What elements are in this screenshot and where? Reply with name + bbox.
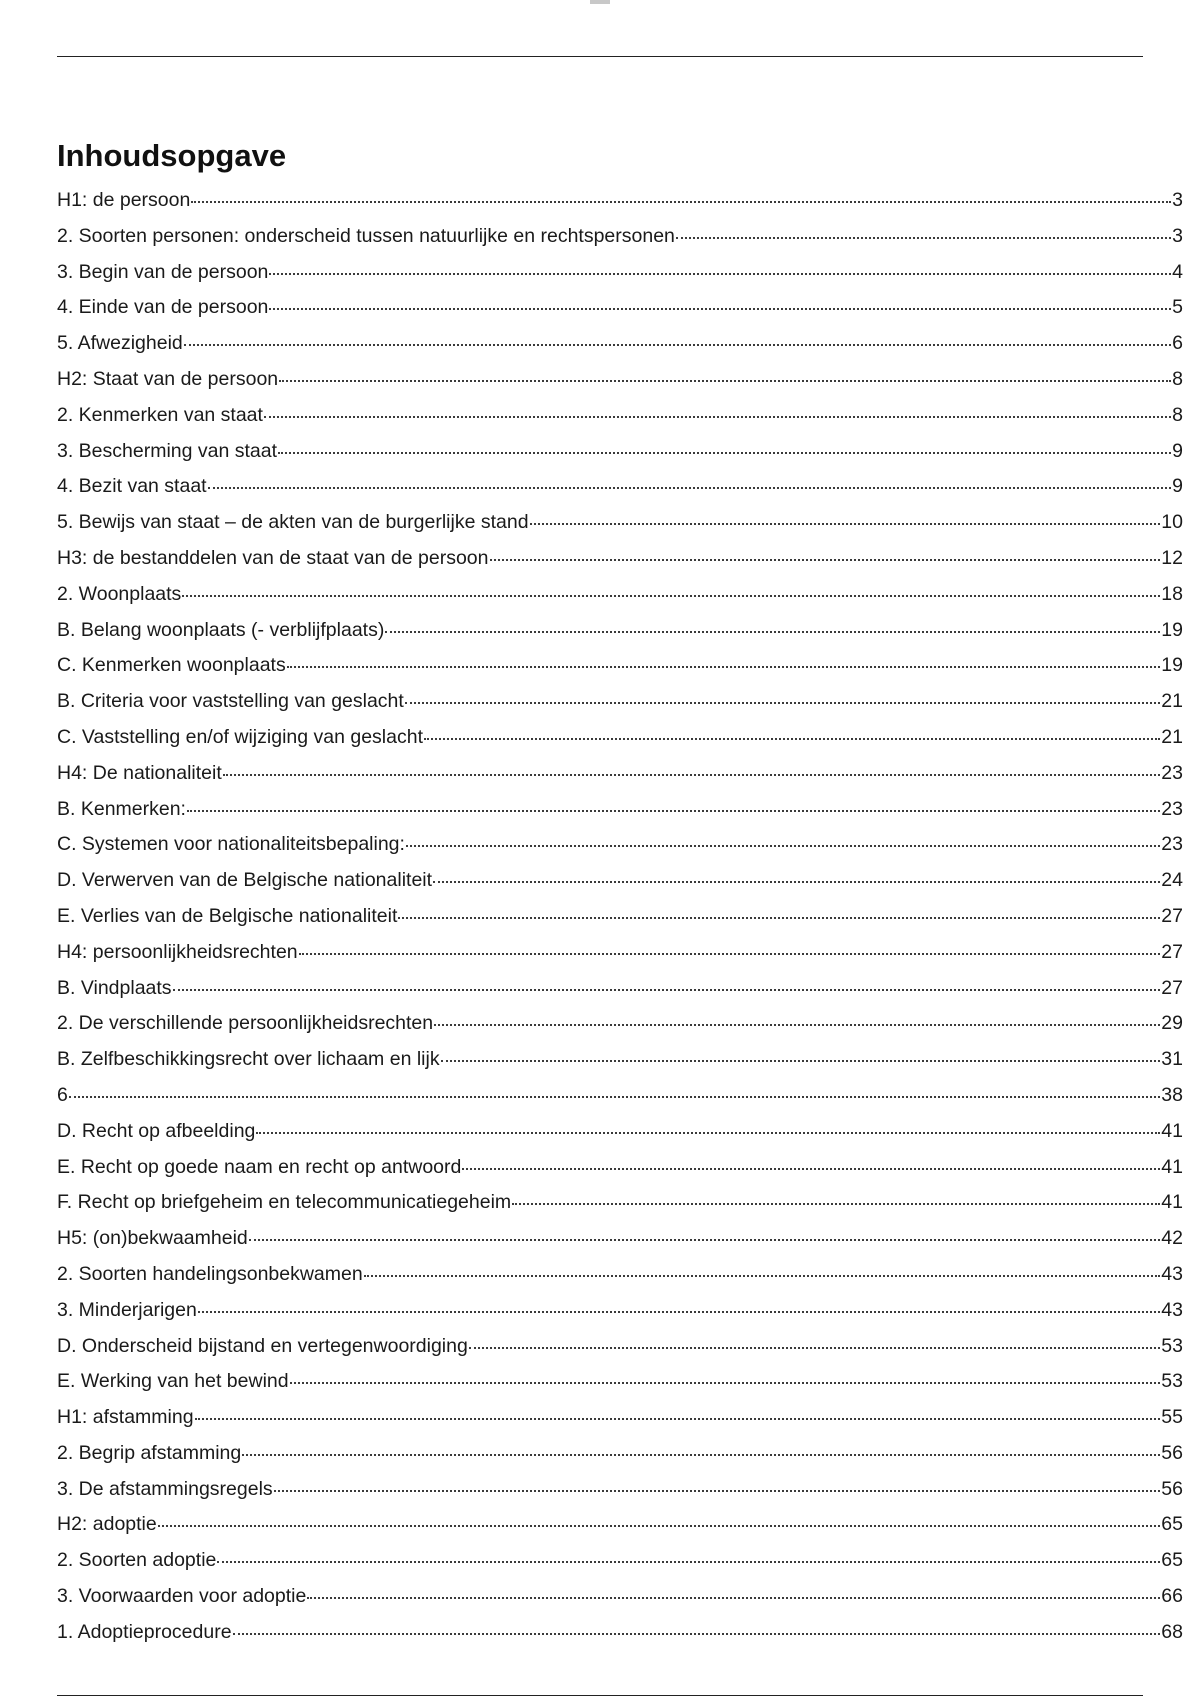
toc-dot-leader bbox=[223, 774, 1161, 776]
toc-entry-page-number: 65 bbox=[1161, 1513, 1183, 1536]
toc-entry-label: 4. Bezit van staat bbox=[57, 475, 207, 498]
toc-dot-leader bbox=[264, 416, 1171, 418]
toc-entry-label: D. Verwerven van de Belgische nationaliteit bbox=[57, 869, 433, 892]
toc-entry[interactable] bbox=[57, 509, 1183, 545]
toc-entry-label: 3. Minderjarigen bbox=[57, 1298, 197, 1321]
toc-entry-label: 6 bbox=[57, 1083, 68, 1106]
header-rule bbox=[57, 56, 1143, 57]
toc-dot-leader bbox=[69, 1096, 1160, 1098]
toc-entry-page-number: 41 bbox=[1161, 1155, 1183, 1178]
toc-entry-page-number: 19 bbox=[1161, 618, 1183, 641]
toc-dot-leader bbox=[173, 989, 1161, 991]
toc-entry[interactable] bbox=[57, 1440, 1183, 1476]
toc-entry[interactable] bbox=[57, 1225, 1183, 1261]
toc-entry[interactable] bbox=[57, 1118, 1183, 1154]
toc-entry[interactable] bbox=[57, 1583, 1183, 1619]
toc-dot-leader bbox=[490, 559, 1161, 561]
toc-entry-page-number: 21 bbox=[1161, 690, 1183, 713]
toc-dot-leader bbox=[287, 666, 1161, 668]
toc-dot-leader bbox=[462, 1168, 1160, 1170]
toc-dot-leader bbox=[195, 1418, 1161, 1420]
toc-entry-page-number: 19 bbox=[1161, 654, 1183, 677]
toc-dot-leader bbox=[269, 308, 1171, 310]
toc-dot-leader bbox=[385, 631, 1160, 633]
toc-entry[interactable] bbox=[57, 1082, 1183, 1118]
toc-entry-label: 2. Woonplaats bbox=[57, 582, 182, 605]
toc-dot-leader bbox=[187, 810, 1160, 812]
toc-entry[interactable] bbox=[57, 187, 1183, 223]
toc-entry-page-number: 10 bbox=[1161, 511, 1183, 534]
toc-entry-label: D. Onderscheid bijstand en vertegenwoordiging bbox=[57, 1334, 468, 1357]
toc-entry-label: E. Verlies van de Belgische nationaliteit bbox=[57, 904, 398, 927]
toc-entry-page-number: 4 bbox=[1172, 260, 1183, 283]
toc-dot-leader bbox=[676, 237, 1171, 239]
toc-entry-label: 5. Afwezigheid bbox=[57, 332, 183, 355]
toc-entry-label: 2. Soorten personen: onderscheid tussen natuurlijke en rechtspersonen bbox=[57, 224, 675, 247]
toc-entry-page-number: 12 bbox=[1161, 546, 1183, 569]
toc-dot-leader bbox=[364, 1275, 1161, 1277]
toc-entry-page-number: 27 bbox=[1161, 976, 1183, 999]
toc-entry-page-number: 3 bbox=[1172, 189, 1183, 211]
toc-entry-label: 3. Bescherming van staat bbox=[57, 439, 278, 462]
toc-dot-leader bbox=[290, 1382, 1161, 1384]
toc-entry-label: 2. Soorten handelingsonbekwamen bbox=[57, 1262, 363, 1285]
toc-entry-page-number: 41 bbox=[1161, 1119, 1183, 1142]
toc-entry-label: C. Kenmerken woonplaats bbox=[57, 654, 286, 677]
toc-dot-leader bbox=[191, 201, 1171, 203]
toc-entry-label: 1. Adoptieprocedure bbox=[57, 1620, 232, 1643]
page-top-mark bbox=[590, 0, 610, 4]
toc-entry[interactable] bbox=[57, 1547, 1183, 1583]
toc-entry-label: D. Recht op afbeelding bbox=[57, 1119, 256, 1142]
toc-dot-leader bbox=[158, 1525, 1161, 1527]
toc-entry[interactable] bbox=[57, 1619, 1183, 1655]
toc-entry-page-number: 8 bbox=[1172, 403, 1183, 426]
toc-entry-page-number: 5 bbox=[1172, 296, 1183, 319]
toc-entry[interactable] bbox=[57, 473, 1183, 509]
toc-entry-label: 4. Einde van de persoon bbox=[57, 296, 269, 319]
toc-entry[interactable] bbox=[57, 903, 1183, 939]
toc-entry[interactable] bbox=[57, 1154, 1183, 1190]
toc-entry-label: H1: de persoon bbox=[57, 189, 191, 211]
toc-dot-leader bbox=[242, 1454, 1160, 1456]
toc-entry[interactable] bbox=[57, 939, 1183, 975]
toc-entry[interactable] bbox=[57, 1189, 1183, 1225]
toc-entry-page-number: 3 bbox=[1172, 224, 1183, 247]
toc-entry-label: H2: adoptie bbox=[57, 1513, 157, 1536]
footer-rule bbox=[57, 1695, 1143, 1696]
toc-entry-page-number: 9 bbox=[1172, 475, 1183, 498]
toc-entry-label: E. Recht op goede naam en recht op antwoord bbox=[57, 1155, 462, 1178]
toc-dot-leader bbox=[469, 1347, 1160, 1349]
toc-entry-label: B. Vindplaats bbox=[57, 976, 172, 999]
toc-dot-leader bbox=[278, 452, 1171, 454]
toc-entry[interactable] bbox=[57, 223, 1183, 259]
toc-entry[interactable] bbox=[57, 652, 1183, 688]
toc-entry[interactable] bbox=[57, 545, 1183, 581]
toc-list bbox=[57, 187, 1183, 1655]
toc-entry-page-number: 9 bbox=[1172, 439, 1183, 462]
toc-entry[interactable] bbox=[57, 1368, 1183, 1404]
toc-entry-page-number: 18 bbox=[1161, 582, 1183, 605]
toc-entry[interactable] bbox=[57, 259, 1183, 295]
toc-dot-leader bbox=[198, 1311, 1160, 1313]
toc-entry[interactable] bbox=[57, 760, 1183, 796]
toc-entry[interactable] bbox=[57, 688, 1183, 724]
toc-entry[interactable] bbox=[57, 581, 1183, 617]
toc-entry-label: 5. Bewijs van staat – de akten van de burgerlijke stand bbox=[57, 511, 529, 534]
toc-entry-page-number: 43 bbox=[1161, 1298, 1183, 1321]
toc-entry-page-number: 31 bbox=[1161, 1048, 1183, 1071]
toc-entry-page-number: 65 bbox=[1161, 1549, 1183, 1572]
toc-entry-page-number: 8 bbox=[1172, 367, 1183, 390]
toc-dot-leader bbox=[405, 702, 1160, 704]
toc-dot-leader bbox=[182, 595, 1160, 597]
toc-dot-leader bbox=[424, 738, 1160, 740]
toc-dot-leader bbox=[512, 1203, 1160, 1205]
toc-entry[interactable] bbox=[57, 438, 1183, 474]
toc-dot-leader bbox=[441, 1060, 1161, 1062]
toc-entry[interactable] bbox=[57, 1511, 1183, 1547]
toc-dot-leader bbox=[406, 845, 1160, 847]
toc-dot-leader bbox=[249, 1239, 1161, 1241]
toc-dot-leader bbox=[233, 1633, 1161, 1635]
toc-entry-label: E. Werking van het bewind bbox=[57, 1370, 289, 1393]
toc-entry-label: F. Recht op briefgeheim en telecommunicatiegeheim bbox=[57, 1191, 512, 1214]
toc-entry-label: B. Kenmerken: bbox=[57, 797, 186, 820]
toc-entry-page-number: 21 bbox=[1161, 725, 1183, 748]
toc-entry-label: B. Belang woonplaats (- verblijfplaats) bbox=[57, 618, 385, 641]
toc-entry-page-number: 23 bbox=[1161, 797, 1183, 820]
toc-entry-label: H3: de bestanddelen van de staat van de persoon bbox=[57, 546, 489, 569]
toc-entry-label: H4: De nationaliteit bbox=[57, 761, 222, 784]
toc-title: Inhoudsopgave bbox=[57, 138, 287, 173]
toc-entry-label: H1: afstamming bbox=[57, 1406, 194, 1429]
toc-entry[interactable] bbox=[57, 617, 1183, 653]
toc-entry-label: 3. Begin van de persoon bbox=[57, 260, 269, 283]
toc-entry-page-number: 27 bbox=[1161, 904, 1183, 927]
toc-entry-label: 2. Soorten adoptie bbox=[57, 1549, 217, 1572]
toc-dot-leader bbox=[530, 523, 1161, 525]
toc-dot-leader bbox=[274, 1490, 1161, 1492]
toc-dot-leader bbox=[208, 487, 1172, 489]
toc-entry-page-number: 68 bbox=[1161, 1620, 1183, 1643]
toc-entry-label: B. Zelfbeschikkingsrecht over lichaam en lijk bbox=[57, 1048, 440, 1071]
toc-dot-leader bbox=[279, 380, 1171, 382]
toc-entry[interactable] bbox=[57, 1476, 1183, 1512]
toc-entry-page-number: 55 bbox=[1161, 1406, 1183, 1429]
toc-entry[interactable] bbox=[57, 1333, 1183, 1369]
toc-entry[interactable] bbox=[57, 402, 1183, 438]
toc-entry-page-number: 6 bbox=[1172, 332, 1183, 355]
toc-entry-page-number: 43 bbox=[1161, 1262, 1183, 1285]
toc-entry-page-number: 66 bbox=[1161, 1585, 1183, 1608]
toc-entry-page-number: 56 bbox=[1161, 1441, 1183, 1464]
toc-entry-label: H5: (on)bekwaamheid bbox=[57, 1227, 248, 1250]
toc-entry-label: C. Systemen voor nationaliteitsbepaling: bbox=[57, 833, 405, 856]
toc-entry[interactable] bbox=[57, 1404, 1183, 1440]
toc-entry[interactable] bbox=[57, 1010, 1183, 1046]
toc-entry[interactable] bbox=[57, 294, 1183, 330]
toc-entry-label: 3. De afstammingsregels bbox=[57, 1477, 273, 1500]
toc-dot-leader bbox=[256, 1132, 1160, 1134]
toc-entry-page-number: 29 bbox=[1161, 1012, 1183, 1035]
toc-entry[interactable] bbox=[57, 975, 1183, 1011]
toc-entry-label: 2. Begrip afstamming bbox=[57, 1441, 242, 1464]
toc-entry-page-number: 41 bbox=[1161, 1191, 1183, 1214]
toc-entry-label: 3. Voorwaarden voor adoptie bbox=[57, 1585, 307, 1608]
toc-dot-leader bbox=[398, 917, 1160, 919]
toc-entry[interactable] bbox=[57, 867, 1183, 903]
toc-entry[interactable] bbox=[57, 330, 1183, 366]
toc-entry[interactable] bbox=[57, 831, 1183, 867]
toc-entry[interactable] bbox=[57, 1297, 1183, 1333]
toc-entry-label: 2. De verschillende persoonlijkheidsrechten bbox=[57, 1012, 434, 1035]
toc-entry[interactable] bbox=[57, 724, 1183, 760]
toc-entry-label: H2: Staat van de persoon bbox=[57, 367, 279, 390]
toc-entry-label: 2. Kenmerken van staat bbox=[57, 403, 263, 426]
toc-entry-page-number: 27 bbox=[1161, 940, 1183, 963]
toc-dot-leader bbox=[433, 881, 1160, 883]
toc-entry-label: C. Vaststelling en/of wijziging van geslacht bbox=[57, 725, 423, 748]
toc-entry[interactable] bbox=[57, 1261, 1183, 1297]
toc-dot-leader bbox=[299, 953, 1161, 955]
toc-entry-page-number: 42 bbox=[1161, 1227, 1183, 1250]
toc-entry-page-number: 38 bbox=[1161, 1083, 1183, 1106]
toc-dot-leader bbox=[269, 273, 1171, 275]
toc-entry[interactable] bbox=[57, 1046, 1183, 1082]
toc-entry-page-number: 23 bbox=[1161, 833, 1183, 856]
toc-entry-page-number: 56 bbox=[1161, 1477, 1183, 1500]
toc-entry-label: B. Criteria voor vaststelling van geslacht bbox=[57, 690, 404, 713]
toc-entry-page-number: 23 bbox=[1161, 761, 1183, 784]
toc-dot-leader bbox=[184, 344, 1171, 346]
toc-dot-leader bbox=[307, 1597, 1160, 1599]
toc-entry[interactable] bbox=[57, 366, 1183, 402]
toc-entry[interactable] bbox=[57, 796, 1183, 832]
toc-entry-label: H4: persoonlijkheidsrechten bbox=[57, 940, 298, 963]
toc-entry-page-number: 53 bbox=[1161, 1334, 1183, 1357]
toc-entry-page-number: 24 bbox=[1161, 869, 1183, 892]
toc-dot-leader bbox=[434, 1024, 1160, 1026]
toc-entry-page-number: 53 bbox=[1161, 1370, 1183, 1393]
toc-dot-leader bbox=[217, 1561, 1160, 1563]
